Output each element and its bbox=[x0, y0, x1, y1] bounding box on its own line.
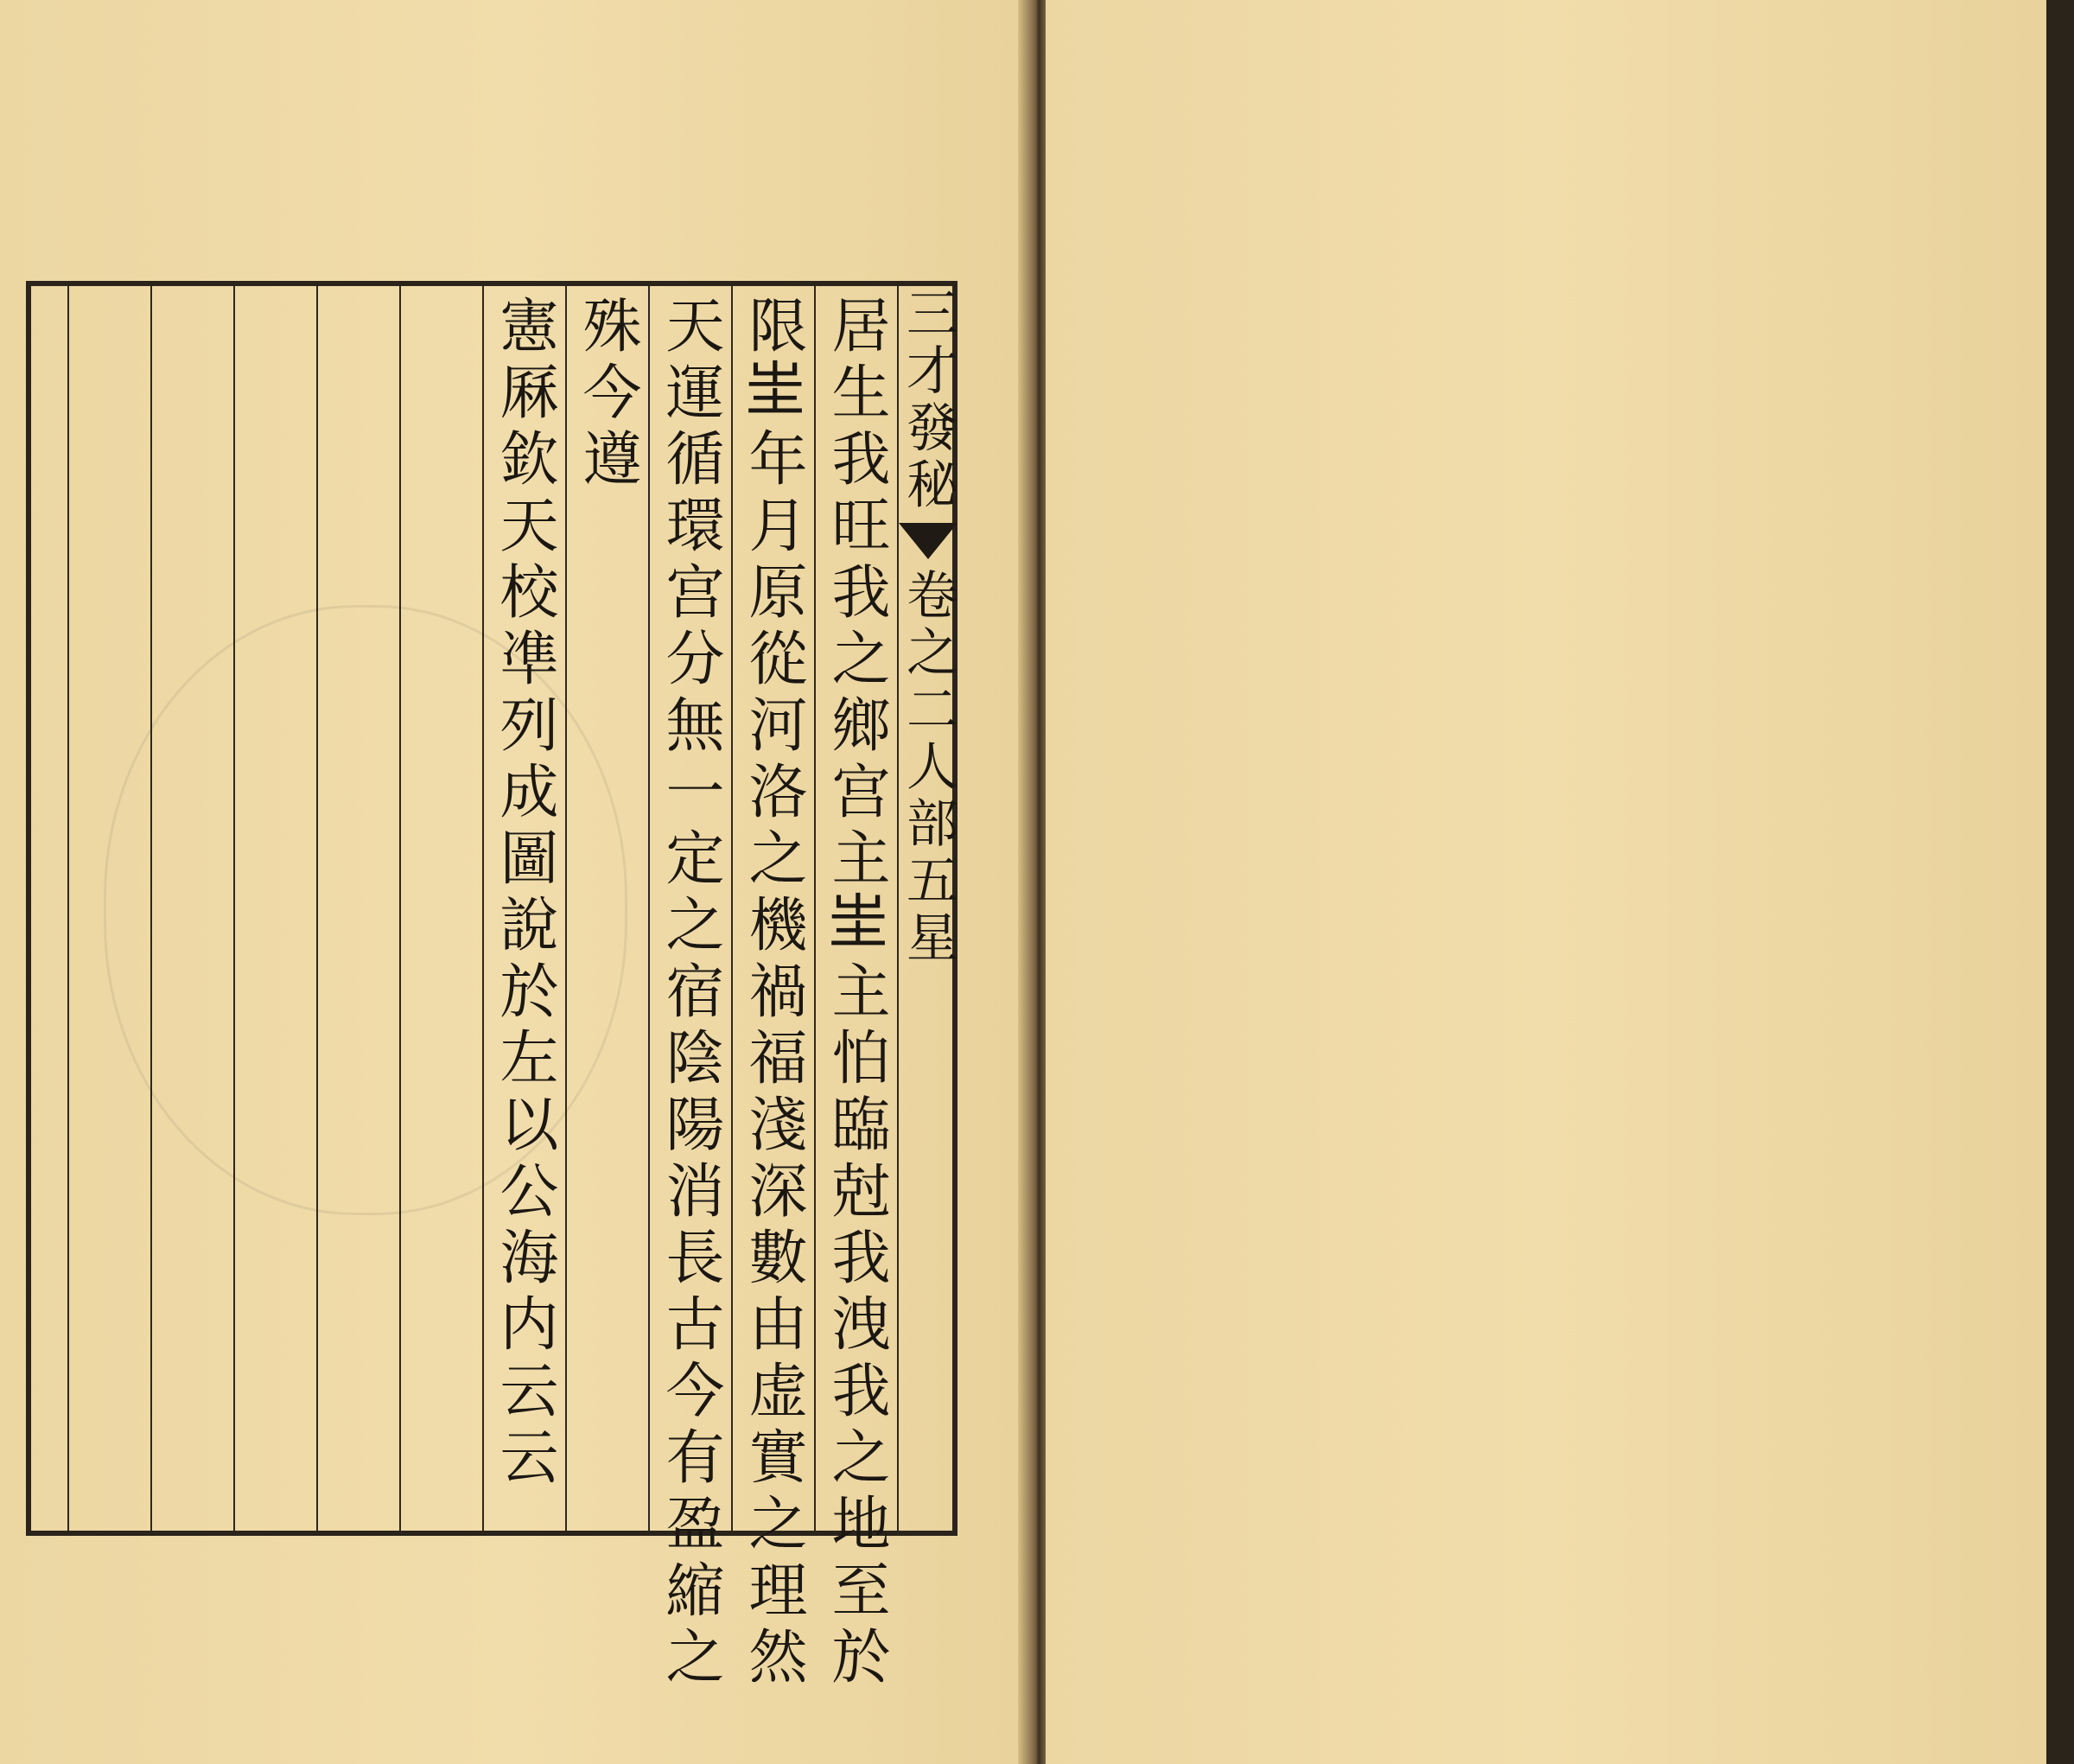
text-column: 居生我旺我之鄉宫主𡉚主怕臨尅我洩我之地至於 bbox=[822, 295, 890, 1692]
text-column: 天運循環宫分無一定之宿陰陽消長古今有盈縮之 bbox=[656, 295, 724, 1692]
text-column: 憲厤欽天校凖列成圖說於左以公海内云云 bbox=[490, 295, 558, 1493]
column-rule bbox=[67, 286, 69, 1531]
column-rule bbox=[399, 286, 401, 1531]
section-label: 人部 bbox=[898, 739, 958, 853]
text-column: 限𡉚年月原從河洛之機禍福淺深數由虚實之理然 bbox=[739, 295, 807, 1692]
volume-label: 卷之二 bbox=[898, 568, 958, 739]
left-page bbox=[0, 0, 1028, 1764]
column-rule bbox=[316, 286, 318, 1531]
page-edge-shadow bbox=[2046, 0, 2074, 1764]
text-column: 殊今遵 bbox=[573, 295, 641, 494]
left-text-frame bbox=[26, 281, 958, 1692]
book-title: 三才發秘 bbox=[898, 286, 958, 514]
fishtail-ornament bbox=[899, 523, 957, 559]
column-rule bbox=[150, 286, 152, 1531]
left-page-margin bbox=[899, 286, 957, 1531]
subsection-label: 五星 bbox=[898, 853, 958, 967]
right-page bbox=[1046, 0, 2048, 1764]
column-rule bbox=[233, 286, 235, 1531]
column-rule bbox=[897, 286, 899, 1531]
